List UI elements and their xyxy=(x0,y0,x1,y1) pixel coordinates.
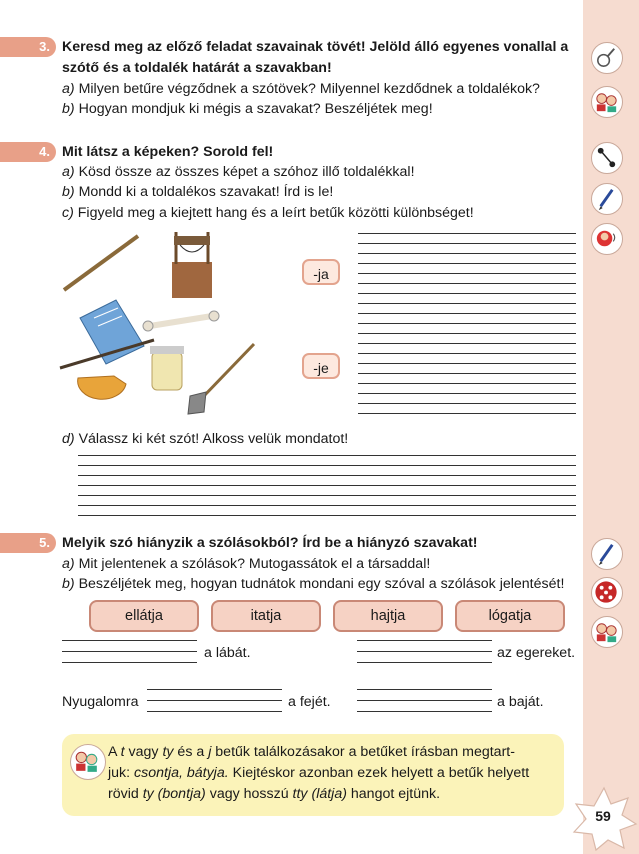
pair-work-icon xyxy=(591,86,623,118)
task-number: 4. xyxy=(0,142,56,162)
subtask-marker: d) xyxy=(62,431,75,447)
info-line xyxy=(108,742,515,763)
pencil-icon xyxy=(591,538,623,570)
pair-work-icon xyxy=(70,744,106,780)
pair-work-icon xyxy=(591,616,623,648)
subtask-c xyxy=(62,204,474,222)
writing-line[interactable] xyxy=(358,323,576,324)
writing-line[interactable] xyxy=(358,283,576,284)
dice-icon xyxy=(591,577,623,609)
info-example: csontja, bátyja. xyxy=(134,765,229,781)
subtask-b xyxy=(62,183,333,201)
info-letter: ty xyxy=(162,744,174,760)
answer-line[interactable] xyxy=(62,651,197,652)
info-text: hangot ejtünk. xyxy=(346,786,441,802)
task-title: Melyik szó hiányzik a szólásokból? Írd be a hiányzó szavakat! xyxy=(62,535,478,551)
subtask-text: Kösd össze az összes képet a szóhoz illő toldalékkal! xyxy=(74,164,415,180)
writing-line[interactable] xyxy=(78,455,576,456)
info-text: Kiejtéskor azonban ezek helyett a betűk helyett xyxy=(228,765,530,781)
word-card: hajtja xyxy=(333,600,443,632)
writing-line[interactable] xyxy=(358,233,576,234)
picture-collage xyxy=(54,228,274,420)
writing-line[interactable] xyxy=(358,413,576,414)
subtask-text: Milyen betűre végződnek a szótövek? Milyennel kezdődnek a toldalékok? xyxy=(74,81,540,97)
writing-line[interactable] xyxy=(358,343,576,344)
subtask-marker: b) xyxy=(62,101,75,117)
writing-line[interactable] xyxy=(358,313,576,314)
subtask-text: Válassz ki két szót! Alkoss velük mondatot! xyxy=(74,431,349,447)
subtask-a xyxy=(62,163,415,181)
idiom-text: a fejét. xyxy=(288,694,331,710)
subtask-text: Hogyan mondjuk ki mégis a szavakat? Beszéljétek meg! xyxy=(74,101,433,117)
writing-line[interactable] xyxy=(358,333,576,334)
info-text: vagy hosszú xyxy=(205,786,293,802)
task-title: Keresd meg az előző feladat szavainak tövét! Jelöld álló egyenes vonallal a xyxy=(62,39,569,55)
subtask-text: Beszéljétek meg, hogyan tudnátok mondani egy szóval a szólások jelentését! xyxy=(74,576,565,592)
answer-line[interactable] xyxy=(147,700,282,701)
info-example: ty (bontja) xyxy=(142,786,206,802)
writing-line[interactable] xyxy=(78,495,576,496)
info-line xyxy=(108,763,529,784)
writing-line[interactable] xyxy=(78,465,576,466)
info-text: juk: xyxy=(108,765,135,781)
shovel-icon xyxy=(188,344,254,414)
subtask-marker: b) xyxy=(62,184,75,200)
subtask-d xyxy=(62,430,348,448)
task-number: 3. xyxy=(0,37,56,57)
info-text: vagy xyxy=(124,744,163,760)
writing-line[interactable] xyxy=(358,263,576,264)
answer-line[interactable] xyxy=(357,700,492,701)
well-icon xyxy=(172,232,212,298)
word-card: ellátja xyxy=(89,600,199,632)
info-line xyxy=(108,784,440,805)
writing-line[interactable] xyxy=(78,475,576,476)
info-example: tty (látja) xyxy=(292,786,347,802)
magnifier-icon xyxy=(591,42,623,74)
writing-line[interactable] xyxy=(358,393,576,394)
writing-line[interactable] xyxy=(78,515,576,516)
side-band xyxy=(583,0,639,854)
writing-line[interactable] xyxy=(358,273,576,274)
bone-icon xyxy=(143,311,219,331)
subtask-marker: a) xyxy=(62,556,75,572)
jar-icon xyxy=(150,346,184,390)
subtask-text: Mit jelentenek a szólások? Mutogassátok el a társaddal! xyxy=(74,556,431,572)
writing-line[interactable] xyxy=(358,293,576,294)
writing-line[interactable] xyxy=(358,303,576,304)
subtask-a xyxy=(62,80,540,98)
subtask-b xyxy=(62,100,433,118)
writing-line[interactable] xyxy=(358,243,576,244)
writing-line[interactable] xyxy=(358,383,576,384)
subtask-text: Mondd ki a toldalékos szavakat! Írd is le! xyxy=(74,184,334,200)
word-card: itatja xyxy=(211,600,321,632)
subtask-marker: b) xyxy=(62,576,75,592)
info-text: és a xyxy=(173,744,209,760)
writing-line[interactable] xyxy=(358,363,576,364)
answer-line[interactable] xyxy=(357,689,492,690)
subtask-a xyxy=(62,555,430,573)
stick-icon xyxy=(64,236,138,290)
writing-line[interactable] xyxy=(358,353,576,354)
idiom-text: a lábát. xyxy=(204,645,251,661)
answer-line[interactable] xyxy=(147,689,282,690)
writing-line[interactable] xyxy=(78,485,576,486)
writing-line[interactable] xyxy=(358,253,576,254)
info-letter: t xyxy=(120,744,125,760)
suffix-box: -ja xyxy=(302,259,340,285)
idiom-text: a baját. xyxy=(497,694,544,710)
subtask-b xyxy=(62,575,564,593)
cheese-icon xyxy=(78,376,126,399)
writing-line[interactable] xyxy=(358,403,576,404)
answer-line[interactable] xyxy=(62,662,197,663)
answer-line[interactable] xyxy=(357,711,492,712)
subtask-text: Figyeld meg a kiejtett hang és a leírt betűk közötti különbséget! xyxy=(73,205,474,221)
speaking-icon xyxy=(591,223,623,255)
subtask-marker: a) xyxy=(62,81,75,97)
task-title-cont: szótő és a toldalék határát a szavakban! xyxy=(62,60,332,76)
info-text: betűk találkozásakor a betűket írásban megtart- xyxy=(211,744,515,760)
page-number: 59 xyxy=(595,808,611,824)
answer-line[interactable] xyxy=(62,640,197,641)
task-number: 5. xyxy=(0,533,56,553)
subtask-marker: c) xyxy=(62,205,74,221)
idiom-text: Nyugalomra xyxy=(62,694,139,710)
writing-line[interactable] xyxy=(358,373,576,374)
word-card: lógatja xyxy=(455,600,565,632)
answer-line[interactable] xyxy=(357,651,492,652)
writing-line[interactable] xyxy=(78,505,576,506)
answer-line[interactable] xyxy=(357,662,492,663)
answer-line[interactable] xyxy=(357,640,492,641)
suffix-box: -je xyxy=(302,353,340,379)
info-text: A xyxy=(108,744,121,760)
task-title: Mit látsz a képeken? Sorold fel! xyxy=(62,144,274,160)
info-letter: j xyxy=(208,744,212,760)
answer-line[interactable] xyxy=(147,711,282,712)
pencil-icon xyxy=(591,183,623,215)
idiom-text: az egereket. xyxy=(497,645,576,661)
subtask-marker: a) xyxy=(62,164,75,180)
info-text: rövid xyxy=(108,786,143,802)
connect-dots-icon xyxy=(591,142,623,174)
notebook-icon xyxy=(80,300,144,364)
